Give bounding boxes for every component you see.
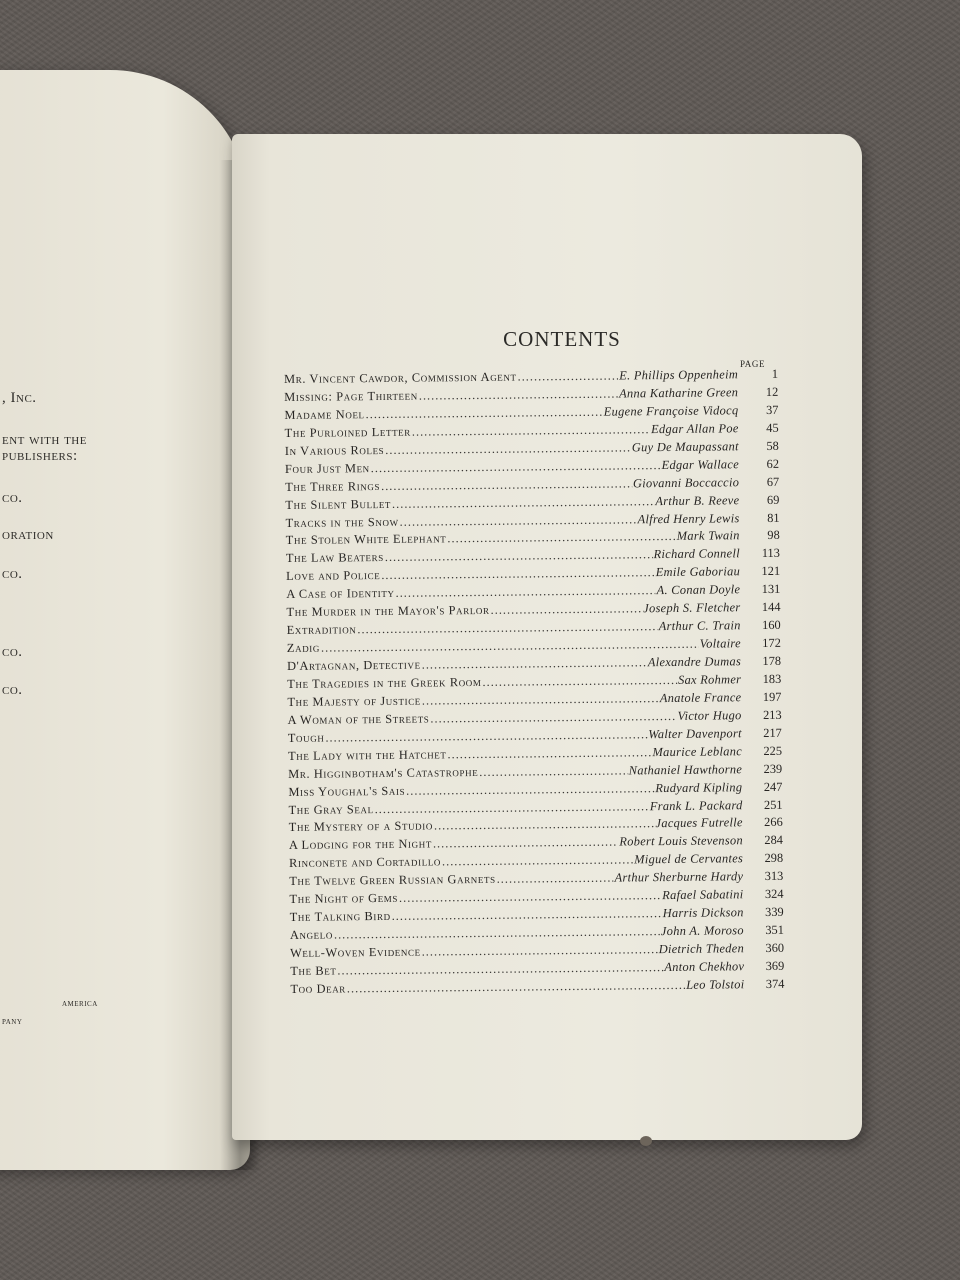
story-author: Frank L. Packard: [649, 797, 743, 813]
page-number: 247: [763, 779, 783, 794]
page-number: 45: [766, 420, 779, 435]
story-title: Angelo: [289, 927, 334, 943]
page-number: 178: [762, 653, 782, 669]
story-title: Tracks in the Snow: [285, 514, 399, 530]
leader-dots: [399, 888, 661, 906]
story-title: The Tragedies in the Greek Room: [287, 674, 482, 691]
story-author: Arthur Sherburne Hardy: [614, 869, 744, 885]
story-author: Anna Katharine Green: [619, 385, 739, 401]
leader-dots: [395, 583, 655, 601]
leader-dots: [422, 655, 647, 672]
leader-dots: [430, 709, 676, 727]
left-page: [0, 70, 250, 1170]
story-title: The Murder in the Mayor's Parlor: [286, 603, 490, 620]
page-number: 69: [766, 492, 780, 507]
story-author: Victor Hugo: [677, 708, 742, 723]
leader-dots: [447, 745, 651, 762]
story-title: The Lady with the Hatchet: [287, 747, 447, 763]
story-author: Alfred Henry Lewis: [637, 510, 740, 526]
leader-dots: [482, 673, 677, 690]
left-fragment: publishers:: [2, 448, 78, 464]
story-title: The Silent Bullet: [285, 496, 392, 512]
page-number: 81: [767, 510, 780, 525]
story-title: Mr. Vincent Cawdor, Commission Agent: [284, 369, 517, 386]
story-title: Missing: Page Thirteen: [284, 388, 418, 404]
leader-dots: [371, 458, 661, 476]
page-number: 266: [764, 815, 783, 830]
left-fragment: ent with the: [2, 432, 87, 448]
page-number: 369: [765, 958, 785, 973]
story-author: Arthur B. Reeve: [655, 492, 740, 508]
story-author: Rudyard Kipling: [655, 779, 743, 795]
story-author: Harris Dickson: [662, 905, 744, 921]
story-title: The Three Rings: [285, 478, 381, 494]
page-number: 183: [762, 671, 782, 686]
story-author: Anatole France: [659, 690, 742, 705]
story-author: Voltaire: [699, 636, 741, 651]
left-fragment: oration: [2, 527, 54, 543]
leader-dots: [334, 924, 660, 942]
story-title: Extradition: [286, 622, 357, 638]
story-title: D'Artagnan, Detective: [287, 657, 421, 673]
leader-dots: [366, 405, 603, 422]
page-number: 313: [764, 869, 784, 884]
leader-dots: [422, 942, 658, 959]
left-fragment: co.: [2, 682, 23, 698]
story-title: The Stolen White Elephant: [285, 531, 447, 548]
page-number: 239: [763, 761, 783, 776]
leader-dots: [381, 565, 655, 583]
contents-page: [232, 134, 862, 1140]
left-fragment: pany: [2, 1016, 23, 1027]
story-title: A Case of Identity: [286, 586, 395, 602]
leader-dots: [447, 529, 676, 546]
page-number: 12: [765, 384, 779, 399]
story-title: A Woman of the Streets: [287, 711, 430, 727]
story-author: Anton Chekhov: [664, 959, 745, 974]
story-author: Sax Rohmer: [677, 672, 742, 687]
story-title: In Various Roles: [284, 442, 385, 458]
story-title: Madame Noel: [284, 407, 365, 422]
story-author: Miguel de Cervantes: [634, 851, 744, 867]
leader-dots: [385, 440, 631, 458]
leader-dots: [517, 369, 618, 385]
leader-dots: [433, 835, 619, 852]
story-title: The Mystery of a Studio: [288, 818, 434, 835]
page-number: 144: [761, 600, 781, 615]
story-title: A Lodging for the Night: [288, 836, 432, 853]
leader-dots: [381, 476, 632, 494]
story-author: Joseph S. Fletcher: [643, 600, 741, 616]
story-author: Leo Tolstoi: [686, 977, 745, 992]
page-number: 1: [771, 366, 779, 381]
story-author: Arthur C. Train: [658, 618, 741, 634]
leader-dots: [497, 871, 614, 887]
leader-dots: [357, 619, 658, 637]
story-author: Alexandre Dumas: [647, 654, 742, 670]
story-author: Maurice Leblanc: [652, 743, 743, 759]
story-title: The Majesty of Justice: [287, 693, 421, 709]
page-number: 67: [766, 474, 780, 489]
story-title: The Twelve Green Russian Garnets: [289, 872, 496, 889]
story-title: Mr. Higginbotham's Catastrophe: [288, 764, 479, 781]
page-corner-wear: [640, 1136, 652, 1146]
leader-dots: [375, 799, 649, 817]
contents-entry: [290, 977, 784, 1000]
story-author: Walter Davenport: [648, 725, 742, 741]
story-title: The Law Beaters: [285, 550, 384, 566]
leader-dots: [442, 853, 633, 870]
leader-dots: [422, 691, 659, 708]
page-number: 351: [765, 922, 784, 938]
story-author: John A. Moroso: [660, 923, 744, 939]
story-title: The Purloined Letter: [284, 424, 411, 440]
story-author: Guy De Maupassant: [631, 438, 739, 455]
left-fragment: co.: [2, 490, 23, 506]
leader-dots: [337, 960, 663, 978]
story-author: A. Conan Doyle: [656, 582, 741, 598]
page-number: 98: [767, 528, 780, 543]
page-number: 121: [761, 564, 781, 579]
page-number: 213: [762, 707, 782, 722]
story-title: The Gray Seal: [288, 801, 374, 817]
story-title: Tough: [287, 730, 325, 745]
story-author: Mark Twain: [676, 528, 740, 544]
leader-dots: [400, 512, 637, 529]
story-title: Rinconete and Cortadillo: [289, 854, 442, 871]
story-author: Jacques Futrelle: [655, 815, 743, 831]
leader-dots: [347, 978, 685, 997]
page-number: 62: [766, 456, 780, 471]
leader-dots: [406, 781, 654, 799]
leader-dots: [385, 548, 653, 566]
page-number: 217: [763, 725, 782, 740]
story-author: Edgar Allan Poe: [650, 421, 739, 436]
page-number: 160: [762, 617, 781, 633]
page-number: 37: [765, 402, 779, 417]
story-author: Emile Gaboriau: [655, 564, 741, 580]
story-title: Miss Youghal's Sais: [288, 783, 406, 799]
story-title: Love and Police: [286, 568, 381, 584]
page-number: 298: [764, 851, 784, 866]
left-fragment: , Inc.: [2, 390, 37, 406]
contents-list: [284, 367, 785, 1000]
page-number: 360: [765, 940, 785, 955]
story-title: Four Just Men: [284, 460, 370, 476]
leader-dots: [419, 386, 618, 403]
page-number: 225: [763, 743, 783, 758]
page-number: 197: [762, 689, 782, 704]
story-title: Zadig: [286, 640, 321, 656]
page-column-label: PAGE: [740, 359, 766, 369]
page-number: 374: [765, 976, 785, 991]
leader-dots: [392, 494, 655, 512]
story-author: Edgar Wallace: [661, 456, 740, 472]
story-author: Eugene Françoise Vidocq: [603, 403, 739, 419]
leader-dots: [412, 422, 650, 439]
page-number: 339: [765, 904, 784, 920]
story-title: The Night of Gems: [289, 891, 399, 907]
leader-dots: [325, 727, 647, 745]
leader-dots: [392, 906, 662, 924]
story-author: Richard Connell: [653, 546, 741, 562]
page-number: 58: [766, 438, 779, 453]
left-fragment: america: [62, 998, 98, 1009]
left-fragment: co.: [2, 566, 23, 582]
left-fragment: co.: [2, 644, 23, 660]
page-number: 284: [764, 833, 784, 848]
contents-title: CONTENTS: [503, 327, 621, 351]
leader-dots: [491, 601, 643, 618]
page-number: 324: [764, 886, 784, 902]
story-title: The Talking Bird: [289, 909, 391, 925]
story-author: Robert Louis Stevenson: [619, 833, 744, 849]
story-author: Rafael Sabatini: [662, 887, 744, 903]
page-number: 113: [761, 546, 780, 561]
page-number: 172: [762, 635, 781, 651]
story-author: E. Phillips Oppenheim: [619, 367, 739, 383]
story-author: Giovanni Boccaccio: [632, 474, 740, 490]
leader-dots: [321, 637, 699, 656]
story-title: The Bet: [290, 963, 337, 978]
story-author: Dietrich Theden: [658, 941, 745, 957]
story-author: Nathaniel Hawthorne: [628, 761, 743, 778]
leader-dots: [434, 817, 655, 834]
leader-dots: [479, 763, 628, 780]
page-number: 251: [763, 797, 783, 812]
page-number: 131: [761, 582, 781, 597]
story-title: Too Dear: [290, 981, 346, 996]
story-title: Well-Woven Evidence: [290, 944, 421, 960]
